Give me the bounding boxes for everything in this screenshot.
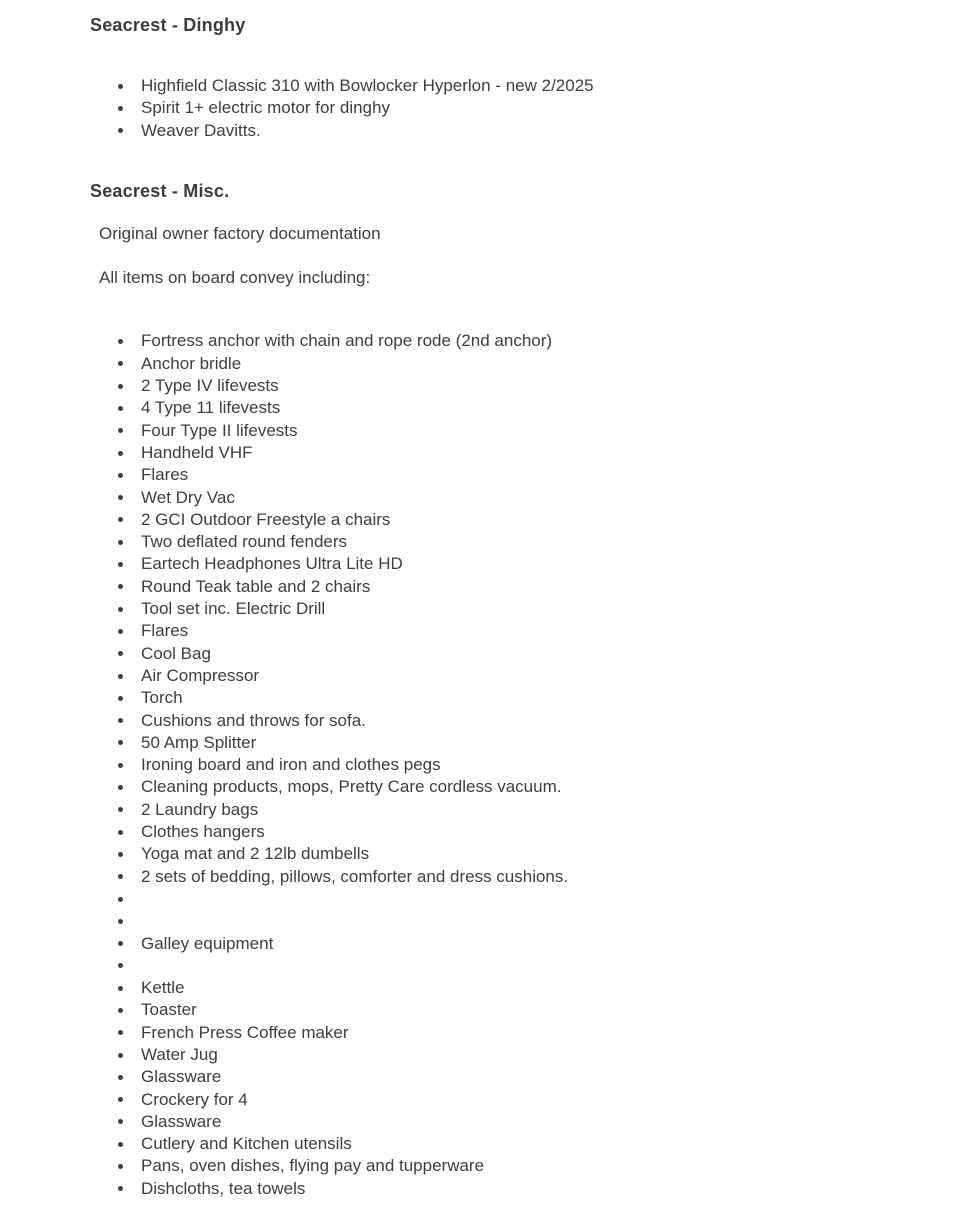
list-item: Water Jug <box>141 1044 976 1066</box>
list-item: Cool Bag <box>141 643 976 665</box>
list-item: Yoga mat and 2 12lb dumbells <box>141 843 976 865</box>
section-dinghy <box>0 14 976 142</box>
list-item: Galley equipment <box>141 933 976 955</box>
list-item <box>141 888 976 910</box>
section-misc <box>0 180 976 1200</box>
list-item: Air Compressor <box>141 665 976 687</box>
list-item: Tool set inc. Electric Drill <box>141 598 976 620</box>
list-item: Glassware <box>141 1111 976 1133</box>
section-heading-misc: Seacrest - Misc. <box>90 180 230 201</box>
list-item: Flares <box>141 464 976 486</box>
list-item: Anchor bridle <box>141 353 976 375</box>
list-item: Kettle <box>141 977 976 999</box>
list-item <box>141 955 976 977</box>
list-item: Torch <box>141 687 976 709</box>
list-item: Two deflated round fenders <box>141 531 976 553</box>
list-item: Cushions and throws for sofa. <box>141 710 976 732</box>
misc-items-list <box>141 330 976 1200</box>
list-item <box>141 910 976 932</box>
list-item: Highfield Classic 310 with Bowlocker Hyperlon - new 2/2025 <box>141 75 976 97</box>
list-item: 2 Laundry bags <box>141 799 976 821</box>
paragraph-items-convey: All items on board convey including: <box>99 268 371 288</box>
list-item: Clothes hangers <box>141 821 976 843</box>
list-item: Toaster <box>141 999 976 1021</box>
list-item: Spirit 1+ electric motor for dinghy <box>141 97 976 119</box>
paragraph-owner-documentation: Original owner factory documentation <box>99 223 381 243</box>
dinghy-items-list <box>141 75 976 142</box>
list-item: Dishcloths, tea towels <box>141 1178 976 1200</box>
list-item: Four Type II lifevests <box>141 420 976 442</box>
section-heading-dinghy: Seacrest - Dinghy <box>90 15 246 35</box>
list-item: Ironing board and iron and clothes pegs <box>141 754 976 776</box>
list-item: Wet Dry Vac <box>141 487 976 509</box>
list-item: Pans, oven dishes, flying pay and tupperware <box>141 1155 976 1177</box>
list-item: 2 sets of bedding, pillows, comforter and dress cushions. <box>141 866 976 888</box>
list-item: French Press Coffee maker <box>141 1022 976 1044</box>
list-item: Cutlery and Kitchen utensils <box>141 1133 976 1155</box>
list-item: 50 Amp Splitter <box>141 732 976 754</box>
list-item: Cleaning products, mops, Pretty Care cordless vacuum. <box>141 776 976 798</box>
list-item: Crockery for 4 <box>141 1089 976 1111</box>
list-item: Fortress anchor with chain and rope rode (2nd anchor) <box>141 330 976 352</box>
list-item: 2 GCI Outdoor Freestyle a chairs <box>141 509 976 531</box>
list-item: 4 Type 11 lifevests <box>141 397 976 419</box>
list-item: Round Teak table and 2 chairs <box>141 576 976 598</box>
list-item: Weaver Davitts. <box>141 120 976 142</box>
list-item: Glassware <box>141 1066 976 1088</box>
list-item: 2 Type IV lifevests <box>141 375 976 397</box>
list-item: Flares <box>141 620 976 642</box>
list-item: Handheld VHF <box>141 442 976 464</box>
list-item: Eartech Headphones Ultra Lite HD <box>141 553 976 575</box>
